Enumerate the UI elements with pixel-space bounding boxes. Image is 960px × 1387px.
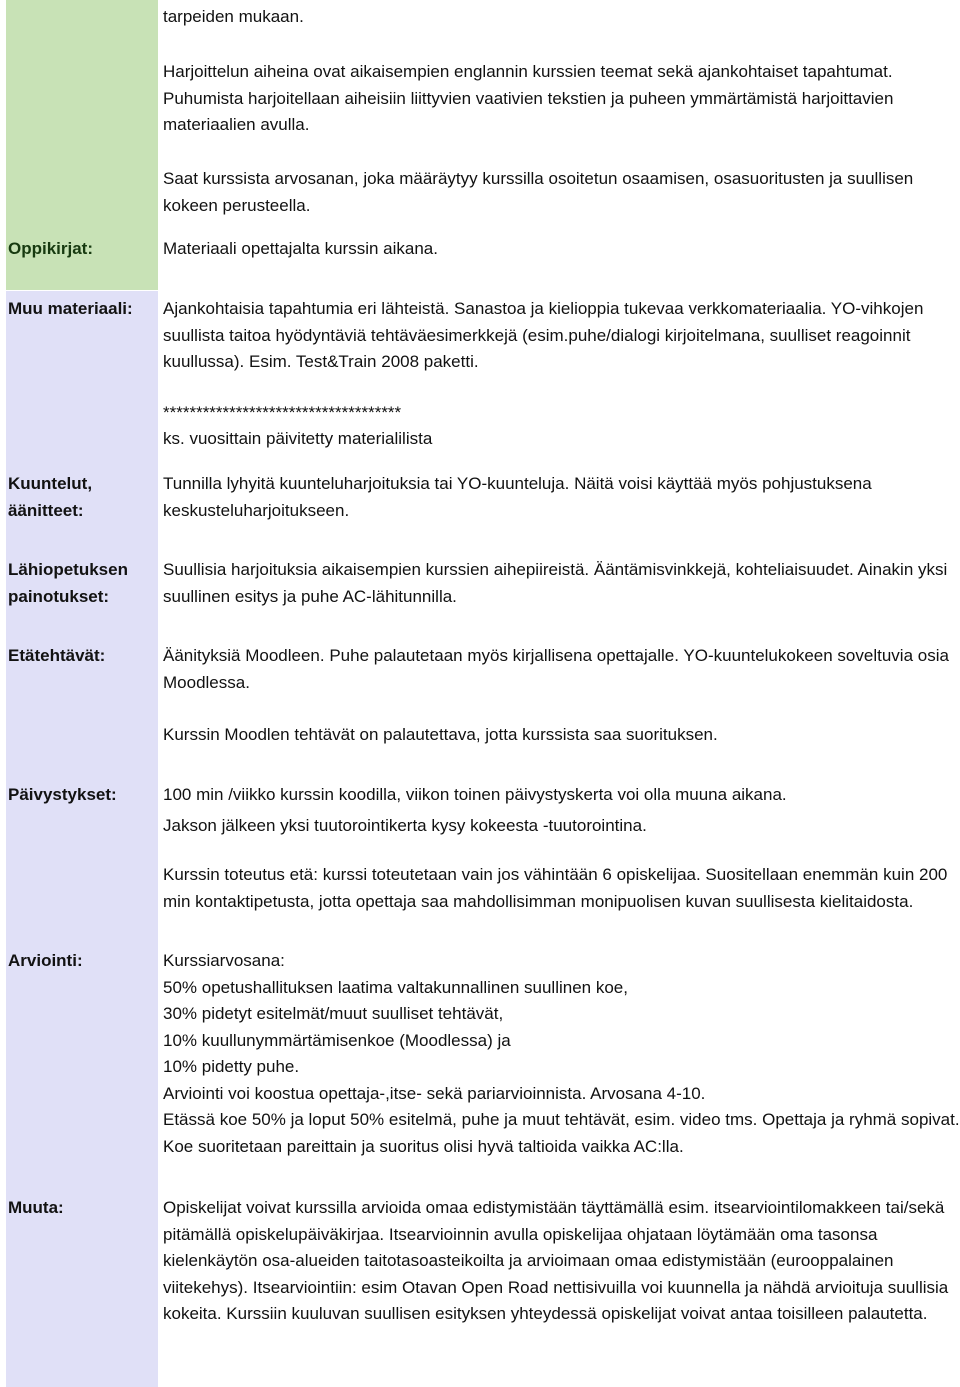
label-column-lavender: [6, 291, 158, 1387]
label-kuuntelut-line1: Kuuntelut,: [8, 474, 93, 493]
lahiopetus-text: Suullisia harjoituksia aikaisempien kurssien aihepiireistä. Ääntämisvinkkejä, kohteliaisuudet. Ainakin yksi suullinen esitys ja puhe AC-lähitunnilla.: [163, 560, 948, 606]
arviointi-line: Arviointi voi koostua opettaja-,itse- sekä pariarvioinnista. Arvosana 4-10.: [163, 1083, 706, 1103]
arviointi-line: Kurssiarvosana:: [163, 951, 285, 970]
label-muuta: Muuta:: [8, 1198, 64, 1217]
label-kuuntelut: [8, 471, 92, 524]
etatehtavat-text-1: Äänityksiä Moodleen. Puhe palautetaan myös kirjallisena opettajalle. YO-kuuntelukokeen soveltuvia osia Moodlessa.: [163, 646, 949, 692]
label-etatehtavat: Etätehtävät:: [8, 646, 106, 665]
kuuntelut-text: Tunnilla lyhyitä kuunteluharjoituksia tai YO-kuunteluja. Näitä voisi käyttää myös pohjustuksena keskusteluharjoitukseen.: [163, 474, 872, 520]
label-arviointi: Arviointi:: [8, 951, 83, 970]
label-oppikirjat: Oppikirjat:: [8, 239, 94, 258]
label-kuuntelut-line2: äänitteet:: [8, 500, 84, 520]
paivystykset-text-1: 100 min /viikko kurssin koodilla, viikon toinen päivystyskerta voi olla muuna aikana.: [163, 785, 787, 804]
intro-section: [163, 4, 960, 31]
label-lahiopetus: [8, 557, 128, 610]
arviointi-line: Koe suoritetaan pareittain ja suoritus olisi hyvä taltioida vaikka AC:lla.: [163, 1136, 684, 1156]
label-lahiopetus-line2: painotukset:: [8, 586, 110, 606]
etatehtavat-text-2: Kurssin Moodlen tehtävät on palautettava, jotta kurssista saa suorituksen.: [163, 725, 718, 744]
intro-paragraph-2: [163, 166, 960, 219]
intro-line: tarpeiden mukaan.: [163, 7, 304, 26]
intro-paragraph-1: [163, 59, 960, 139]
arviointi-list: [163, 948, 960, 1160]
arviointi-line: 50% opetushallituksen laatima valtakunnallinen suullinen koe,: [163, 977, 628, 997]
muuta-text: Opiskelijat voivat kurssilla arvioida omaa edistymistään täyttämällä esim. itsearviointilomakkeen tai/sekä pitämällä opiskelupäiväkirjaa. Itsearvioinnin avulla opiskelijaa ohjataan löytämään oma tasonsa kielenkäytön osa-alueiden taitotasoasteikoilta ja arvioimaan omaa edistymistään (eurooppalainen viitekehys). Itsearviointiin: esim Otavan Open Road nettisivuilla voi kuunnella ja nähdä arvioituja suullisia kokeita. Kurssiin kuuluvan suullisen esityksen yhteydessä opiskelijat voivat antaa toisilleen palautetta.: [163, 1198, 949, 1323]
arviointi-line: 10% kuullunymmärtämisenkoe (Moodlessa) ja: [163, 1030, 511, 1050]
intro-text-1: Harjoittelun aiheina ovat aikaisempien englannin kurssien teemat sekä ajankohtaiset tapahtumat. Puhumista harjoitellaan aiheisiin liittyvien vaativien tekstien ja puheen ymmärtämistä harjoittavien materiaalien avulla.: [163, 62, 894, 134]
arviointi-line: 30% pidetyt esitelmät/muut suulliset tehtävät,: [163, 1004, 504, 1023]
oppikirjat-text: Materiaali opettajalta kurssin aikana.: [163, 239, 438, 258]
muu-materiaali-note: ks. vuosittain päivitetty materialilista: [163, 429, 433, 448]
label-paivystykset: Päivystykset:: [8, 785, 117, 804]
separator-stars: ************************************: [163, 403, 402, 422]
label-lahiopetus-line1: Lähiopetuksen: [8, 560, 128, 579]
intro-text-2: Saat kurssista arvosanan, joka määräytyy kurssilla osoitetun osaamisen, osasuoritusten ja suullisen kokeen perusteella.: [163, 169, 914, 215]
paivystykset-text-3: Kurssin toteutus etä: kurssi toteutetaan vain jos vähintään 6 opiskelijaa. Suositellaan enemmän kuin 200 min kontaktipetusta, jotta opettaja saa mahdollisimman monipuolisen kuvan suullisesta kielitaidosta.: [163, 865, 948, 911]
label-muu-materiaali: Muu materiaali:: [8, 299, 133, 318]
muu-materiaali-text: Ajankohtaisia tapahtumia eri lähteistä. Sanastoa ja kielioppia tukevaa verkkomateriaalia. YO-vihkojen suullista taitoa hyödyntäviä tehtäväesimerkkejä (esim.puhe/dialogi kirjoitelmana, suulliset reagoinnit kuullussa). Esim. Test&Train 2008 paketti.: [163, 299, 924, 371]
paivystykset-text-2: Jakson jälkeen yksi tuutorointikerta kysy kokeesta -tuutorointina.: [163, 816, 647, 835]
arviointi-line: 10% pidetty puhe.: [163, 1057, 300, 1076]
arviointi-line: Etässä koe 50% ja loput 50% esitelmä, puhe ja muut tehtävät, esim. video tms. Opettaja ja ryhmä sopivat.: [163, 1110, 960, 1129]
